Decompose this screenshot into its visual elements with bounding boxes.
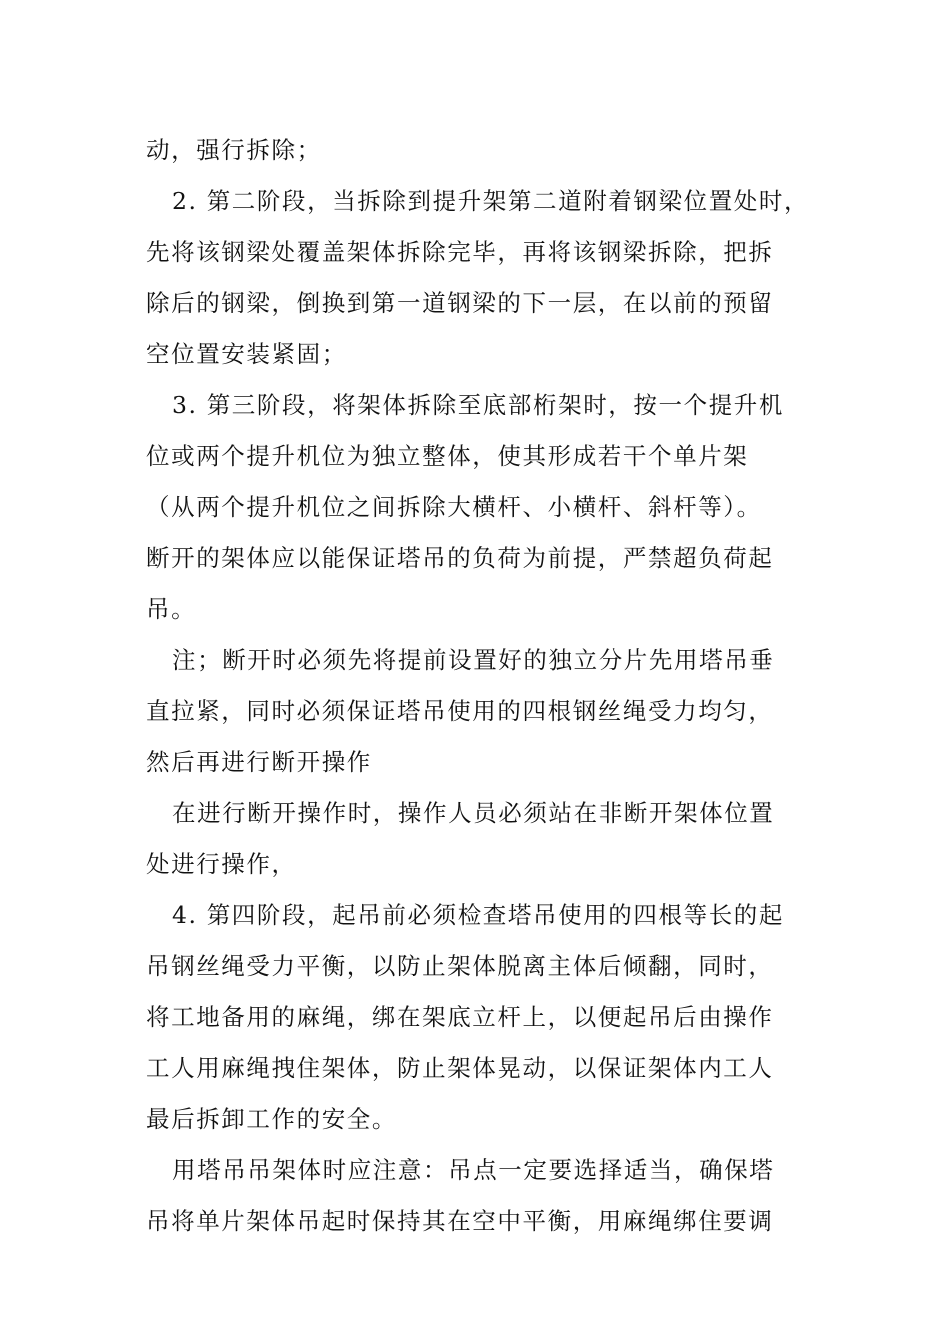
text-line: 工人用麻绳拽住架体，防止架体晃动，以保证架体内工人 [146,1054,774,1082]
text-line: 然后再进行断开操作 [146,748,372,776]
text-line: 空位置安装紧固； [146,340,347,368]
text-line: 最后拆卸工作的安全。 [146,1105,397,1133]
text-line: 在进行断开操作时，操作人员必须站在非断开架体位置 [172,799,775,827]
text-line: 吊。 [146,595,197,623]
text-line: 4. 第四阶段，起吊前必须检查塔吊使用的四根等长的起 [172,901,784,929]
document-page [146,125,816,1247]
text-line: 将工地备用的麻绳，绑在架底立杆上，以便起吊后由操作 [146,1003,774,1031]
text-line: 吊将单片架体吊起时保持其在空中平衡，用麻绳绑住要调 [146,1207,774,1235]
text-line: 位或两个提升机位为独立整体，使其形成若干个单片架 [146,442,749,470]
text-line: 直拉紧，同时必须保证塔吊使用的四根钢丝绳受力均匀， [146,697,774,725]
text-line: 除后的钢梁，倒换到第一道钢梁的下一层，在以前的预留 [146,289,774,317]
text-line: 先将该钢梁处覆盖架体拆除完毕，再将该钢梁拆除，把拆 [146,238,774,266]
text-line: 用塔吊吊架体时应注意：吊点一定要选择适当，确保塔 [172,1156,775,1184]
text-line: （从两个提升机位之间拆除大横杆、小横杆、斜杆等）。 [146,493,762,521]
text-line: 断开的架体应以能保证塔吊的负荷为前提，严禁超负荷起 [146,544,774,572]
text-line: 动，强行拆除； [146,136,322,164]
text-line: 吊钢丝绳受力平衡，以防止架体脱离主体后倾翻，同时， [146,952,774,980]
text-line: 处进行操作， [146,850,297,878]
text-line: 注；断开时必须先将提前设置好的独立分片先用塔吊垂 [172,646,775,674]
text-line: 2. 第二阶段，当拆除到提升架第二道附着钢梁位置处时， [172,187,810,215]
text-line: 3. 第三阶段，将架体拆除至底部桁架时，按一个提升机 [172,391,784,419]
